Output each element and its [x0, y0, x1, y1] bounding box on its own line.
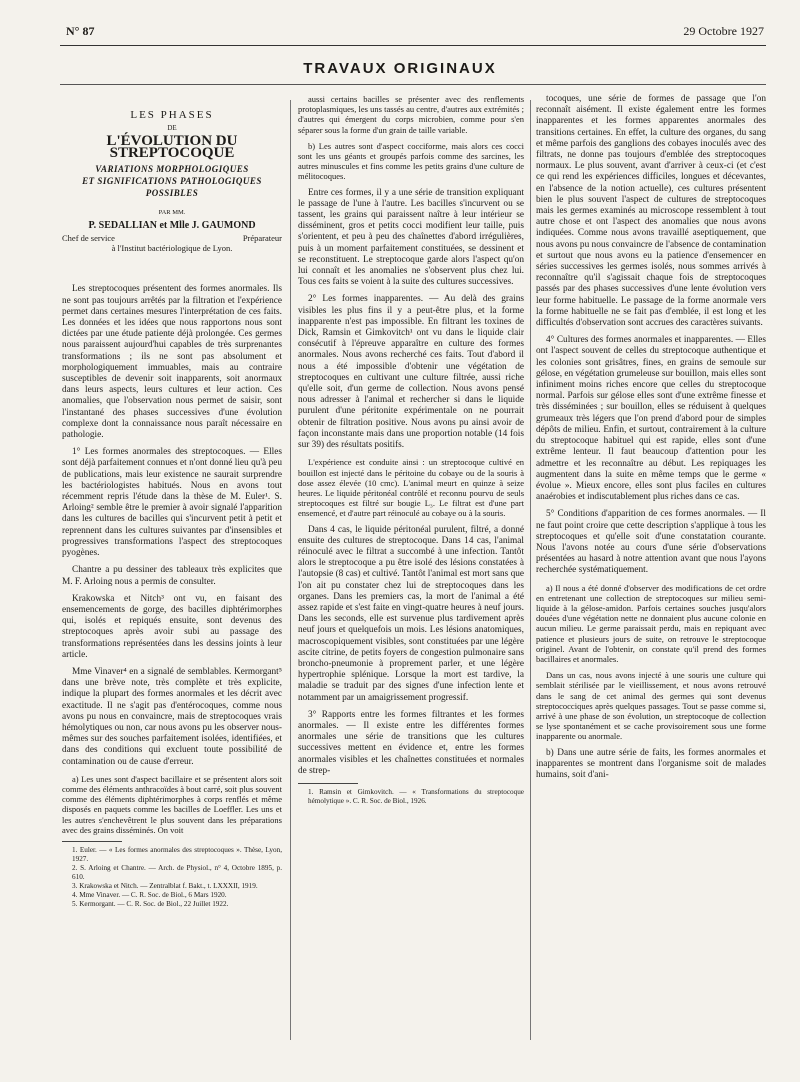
section-title: TRAVAUX ORIGINAUX [303, 60, 497, 77]
affiliation-institute: à l'Institut bactériologique de Lyon. [111, 243, 233, 254]
paragraph: Dans un cas, nous avons injecté à une souris une culture qui semblait stérilisée par le vieillissement, et nous avons retrouvé dans le sang de cet animal des germes qui sont devenus streptococciques après quelques passages. Tout se passe comme si, arrivé à une phase de son évolution, un streptocoque de collection se lyse spontanément et se cache provisoirement sous une forme inapparente ou anormale. [536, 670, 766, 742]
affiliation-left: Chef de service [62, 233, 115, 244]
article-subtitle-2: ET SIGNIFICATIONS PATHOLOGIQUES POSSIBLES [82, 175, 262, 198]
byline-par: PAR MM. [158, 208, 186, 216]
column-2 [298, 94, 524, 806]
footnote: 1. Ramsin et Gimkovitch. — « Transformations du streptocoque hémolytique ». C. R. Soc. de Biol., 1926. [308, 787, 524, 805]
paragraph: Krakowska et Nitch³ ont vu, en faisant des ensemencements de gorge, des bacilles diphtérimorphes qui, isolés et repiqués ensuite, sont devenus des streptocoques après avoir subi au passage des transformations représentées dans les dessins joints à leur article. [62, 593, 282, 660]
paragraph: Mme Vinaver⁴ en a signalé de semblables. Kermorgant⁵ dans une brève note, très complète et très explicite, indique la plupart des formes anormales et les décrit avec exactitude. Il ne s'agit pas d'entérocoques, comme nous avons pu nous en convaincre, mais de streptocoques vrais hémolytiques ou non, car nous avons pu les observer nous-mêmes sur des souches parfaitement isolées, identifiées, et dans des conditions qui excluent toute possibilité de contamination ou de cause d'erreur. [62, 666, 282, 767]
article-subtitle-1: VARIATIONS MORPHOLOGIQUES [95, 163, 249, 174]
article-title: L'ÉVOLUTION DU STREPTOCOQUE [106, 133, 238, 161]
paragraph: L'expérience est conduite ainsi : un streptocoque cultivé en bouillon est injecté dans le péritoine du cobaye ou de la souris à dose assez élevée (10 cmc). L'animal meurt en quinze à seize heures. Le liquide péritonéal contrôlé et reconnu pourvu de seuls streptocoques est filtré sur bougie L₃. Le filtrat est d'une part ensemencé, et d'autre part réinoculé au cobaye ou à la souris. [298, 457, 524, 519]
paragraph: Dans 4 cas, le liquide péritonéal purulent, filtré, a donné ensuite des cultures de streptocoque. Dans 14 cas, l'animal réinoculé avec le filtrat a succombé à une infection. Tantôt alors le streptocoque a pu être isolé des lésions constatées à l'autopsie (8 cas) et cultivé. Tantôt l'animal est mort sans que l'on ait pu constater chez lui de streptocoques dans les organes. Dans les premiers cas, la mort de l'animal a été assez rapide et s'est faite en vingt-quatre heures à neuf jours. Dans les seconds, elle est survenue plus tardivement après neuf jours et quelquefois un mois. Les lésions anatomiques, macroscopiquement visibles, sont constituées par une légère ascite citrine, de petits foyers de congestion pulmonaire sans broncho-pneumonie à proprement parler, et une légère hypertrophie splénique. Lorsque la mort est tardive, la maladie se traduit par des signes d'une infection lente et notamment par un amaigrissement progressif. [298, 524, 524, 703]
column-divider [290, 100, 291, 1040]
footnote: 4. Mme Vinaver. — C. R. Soc. de Biol., 6 Mars 1920. [72, 890, 227, 899]
paragraph: tocoques, une série de formes de passage que l'on reconnaît aisément. Il existe également entre les formes inapparentes et les formes apparentes anormales des transitions certaines. En effet, la culture des organes, du sang et même parfois des ganglions des cobayes inoculés avec des filtrats, ne donne pas toujours d'emblée des streptocoques normaux. Le plus souvent, avant d'arriver à ceux-ci (et c'est ce qui rend les expériences difficiles, longues et décevantes, en l'absence de la notion actuelle), ces cultures présentent bien le plus souvent l'aspect de cultures de streptocoques mais les germes examinés au microscope ressemblent à tout autre chose et ont l'aspect des anomalies que nous avons indiquées. Comme nous avons travaillé aseptiquement, que nous avons pu nous convaincre de l'absence de contamination et surtout que nous avons eu la patience d'ensemencer en séries successives les germes isolés, nous sommes arrivés à reconnaître qu'il s'agissait chaque fois de streptocoques passés par des phases successives d'une lente évolution vers leur forme habituelle. Le passage de la forme anormale vers la forme habituelle ne se fait pas d'emblée, il est long et les difficultés d'observation sont accrues des caractères suivants. [536, 94, 766, 329]
article-title-de: DE [167, 124, 177, 133]
header-rule [60, 45, 766, 46]
column-1 [62, 100, 282, 909]
footnote: 3. Krakowska et Nitch. — Zentralblat f. Bakt., t. LXXXII, 1919. [72, 881, 258, 890]
paragraph: 2° Les formes inapparentes. — Au delà des grains visibles les plus fins il y a peut-être plus, et la forme inapparente n'est pas impossible. En filtrant les toxines de Dick, Ramsin et Gimkovitch¹ ont vu dans le liquide clair consécutif à l'épreuve apparaître en culture des formes anormales. Nous avons recherché ces faits. Tout d'abord il nous a été impossible d'obtenir une végétation de streptocoques en cultivant une culture filtrée, aussi riche qu'elle soit, d'un germe de collection. Nous avons pensé nous adresser à l'animal et rechercher si dans le liquide purulent d'une péritonite expérimentale on ne pourrait obtenir de filtration positive. Nous avons pu ainsi avoir de façon inconstante mais dans une proportion notable (14 fois sur 39) des résultats positifs. [298, 294, 524, 451]
footnote: 5. Kermorgant. — C. R. Soc. de Biol., 22 Juillet 1922. [72, 899, 229, 908]
page-header [0, 24, 800, 40]
footnote: 2. S. Arloing et Chantre. — Arch. de Physiol., n° 4, Octobre 1895, p. 610. [72, 863, 282, 881]
issue-number: N° 87 [66, 24, 95, 38]
paragraph: Entre ces formes, il y a une série de transition expliquant le passage de l'une à l'autre. Les bacilles s'incurvent ou se tassent, les grains qui paraissent naître à leur intérieur se disséminent, gros et petits cocci modifient leur taille, puis s'orientent, et peu à peu des chaînettes d'abord irrégulières, puis à un moment parfaitement constituées, se dessinent et se reconstituent. Le streptocoque garde alors l'aspect qu'on lui connaît et les anomalies ne s'observent plus chez lui. Tous ces faits se voient à la suite des cultures successives. [298, 187, 524, 288]
issue-date: 29 Octobre 1927 [683, 24, 764, 38]
article-title-line1: LES PHASES [130, 109, 214, 121]
affiliations [62, 233, 282, 243]
footnote-rule [298, 783, 358, 784]
affiliation-right: Préparateur [242, 233, 282, 244]
column-3 [536, 94, 766, 787]
paragraph: Les streptocoques présentent des formes anormales. Ils ne sont pas toujours arrêtés par la filtration et l'expérience permet dans certaines mesures l'interprétation de ces faits. Les données et les idées que nous rapportons nous sont dictées par une étude patiente déjà prolongée. Ces germes nous paraissent aujourd'hui capables de très surprenantes transformations ; ils ne sont pas absolument et morphologiquement immuables, mais au contraire susceptibles de devenir soit inapparents, soit anormaux dans leurs aspects, leurs cultures et leur action. Ces anomalies, que l'observation nous permet de saisir, sont l'instantané des phases successives d'une évolution complexe dont la connaissance nous paraît nécessaire en pathologie. [62, 284, 282, 441]
paragraph: Chantre a pu dessiner des tableaux très explicites que M. F. Arloing nous a permis de consulter. [62, 565, 282, 587]
paragraph: 1° Les formes anormales des streptocoques. — Elles sont déjà parfaitement connues et n'ont donné lieu qu'à peu de publications, mais leur existence ne saurait surprendre les bactériologistes habitués. Nous en avons tout récemment repris l'étude dans la thèse de M. Euler¹. S. Arloing² semble être le premier à avoir signalé l'apparition dans les cultures de bacilles qui s'incurvent petit à petit et reprennent dans les cultures suivantes par d'insensibles et progressives transformations l'aspect des streptocoques pyogènes. [62, 447, 282, 559]
paragraph: b) Dans une autre série de faits, les formes anormales et inapparentes se montrent dans l'organisme soit de malades humains, soit d'ani- [536, 747, 766, 780]
paragraph: a) Les unes sont d'aspect bacillaire et se présentent alors soit comme des éléments anthracoïdes à bout carré, soit plus souvent comme des éléments diphtérimorphes à corps renflés et même disposés en paquets comme les bacilles de Loeffler. Les uns et les autres s'enchevêtrent le plus souvent dans les préparations avec des grains disséminés. On voit [62, 773, 282, 835]
footnote: 1. Euler. — « Les formes anormales des streptocoques ». Thèse, Lyon, 1927. [72, 845, 282, 863]
paragraph: a) Il nous a été donné d'observer des modifications de cet ordre en entretenant une collection de streptocoques sur milieu semi-liquide à la gélose-amidon. Parfois certaines souches jusqu'alors douées d'une végétation nette ne donnaient plus aucune colonie en aucun milieu. Le germe paraissait perdu, mais en repiquant avec patience et plusieurs jours de suite, on retrouve le streptocoque originel. Avant de l'obtenir, on constate qu'il prend des formes bacillaires et anormales. [536, 582, 766, 664]
authors: P. SEDALLIAN et Mlle J. GAUMOND [88, 220, 256, 232]
section-rule [60, 84, 766, 85]
paragraph: 3° Rapports entre les formes filtrantes et les formes anormales. — Il existe entre les différentes formes anormales une série de transitions que les cultures successives mettent en évidence et, entre les formes anormales visibles et les chaînettes constituées et normales de strep- [298, 709, 524, 776]
column-divider [530, 100, 531, 1040]
paragraph: 5° Conditions d'apparition de ces formes anormales. — Il ne faut point croire que cette description s'applique à tous les streptocoques et qu'elle soit d'une constatation courante. Nous l'avons notée au cours d'une série d'observations présentées au hasard à notre attention avant que nous l'ayons recherchée systématiquement. [536, 509, 766, 576]
footnote-rule [62, 841, 122, 842]
paragraph: b) Les autres sont d'aspect cocciforme, mais alors ces cocci sont les uns géants et groupés parfois comme des sarcines, les autres minuscules et fins comme les petits grains d'une culture de mélitocoques. [298, 140, 524, 182]
paragraph: aussi certains bacilles se présenter avec des renflements protoplasmiques, les uns tassés au centre, d'autres aux extrémités ; d'autres qui émergent du corps microbien, comme pour s'en séparer sous la forme d'un grain de taille variable. [298, 94, 524, 135]
paragraph: 4° Cultures des formes anormales et inapparentes. — Elles ont l'aspect souvent de celles du streptocoque authentique et les colonies sont grisâtres, fines, en grains de semoule sur gélose, en végétation grumeleuse sur bouillon, mais elles sont infiniment moins riches encore que celles du streptocoque normal. Parfois sur gélose elles sont d'une extrême finesse et très disséminées ; sur bouillon, elles se réduisent à quelques grumeaux très légers que l'on prend d'abord pour de simples dépôts de milieu. Enfin, et surtout, contrairement à la culture du streptocoque habituel qui est rapide, elles sont d'une extrême lenteur. Il faut beaucoup d'attention pour les admettre et les reconnaître au début. Les repiquages les augmentent dans la suite en même temps que le germe « évolue ». Mieux encore, elles sont plus faciles en cultures anaérobies et indiscutablement plus riches dans ce cas. [536, 335, 766, 503]
